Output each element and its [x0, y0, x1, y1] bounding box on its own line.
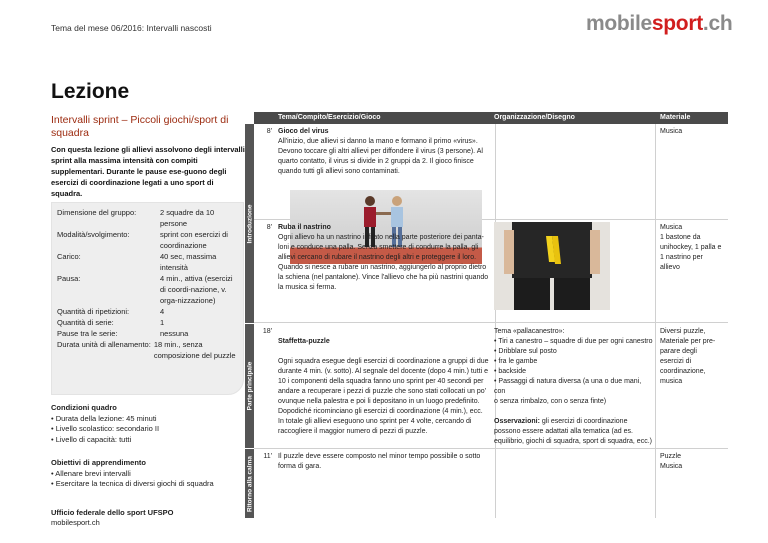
organization-text: Tema «pallacanestro»: • Tiri a canestro – squadre di due per ogni canestro • Dribblare sul posto • fra le gambe • backside • Passaggi di natura diversa (a una o due mani, con o senza rimbalzo, con o senza finte) [494, 328, 653, 405]
row-material: Puzzle Musica [660, 453, 683, 470]
param-value: 18 min., senza composizione del puzzle [153, 340, 236, 360]
observations [494, 417, 654, 447]
logo-main: mobile [586, 12, 652, 35]
task-text: Ogni allievo ha un nastrino infilato nella parte posteriore dei panta-loni e conduce una palla. Senza smettere di condurre la palla, gli allievi cercano di rubare il nastrino degli altri e proteggere il loro. Quando si nesce a rubare un nastrino, aggiungerlo al proprio dietro la schiena (nel pantalone). Vince l'allievo che ha più nastrini quando la musica si ferma. [278, 234, 489, 291]
param-label: Quantità di serie: [57, 318, 114, 327]
column-header-organization: Organizzazione/Disegno [494, 114, 575, 121]
lesson-title: Intervalli sprint – Piccoli giochi/sport di squadra [51, 114, 229, 139]
lesson-intro [51, 114, 245, 199]
column-header-task: Tema/Compito/Esercizio/Gioco [278, 114, 381, 121]
task-text: Ogni squadra esegue degli esercizi di coordinazione a gruppi di due durante 4 min. (v. sotto). Al segnale del docente (dopo 4 min.) tutti e 10 i componenti della squadra fanno uno sprint per 40 secondi per andare a recuperare i pezzi di puzzle che sono stati collocati un po' ovunque nella palestra e poi li depositano in un luogo predefinito. Dopodiché ricominciano gli esercizi di coordinazione (4 min.), ecc. In totale gli allievi eseguono uno sprint per 4 volte, cercando di raccogliere il maggior numero di pezzi di puzzle. [278, 358, 489, 435]
section-label-main-part: Parte principale [245, 324, 254, 448]
lesson-description: Con questa lezione gli allievi assolvono degli intervalli sprint alla massima intensità con compiti supplementari. Durante le pause ese-guono degli esercizi di coordinazione legati a uno sport di squadra. [51, 145, 245, 198]
logo-accent: sport [651, 12, 703, 35]
param-row [57, 339, 238, 361]
document-header-title: Tema del mese 06/2016: Intervalli nascosti [51, 23, 212, 33]
conditions-item: • Livello scolastico: secondario II [51, 424, 160, 433]
param-value: sprint con esercizi di coordinazione [160, 230, 228, 250]
param-value: nessuna [160, 329, 189, 338]
param-row [57, 317, 238, 328]
param-label: Modalità/svolgimento: [57, 230, 130, 239]
row-task [278, 223, 490, 293]
param-value: 2 squadre da 10 persone [160, 208, 215, 228]
section-label-cool-down: Ritorno alla calma [245, 449, 254, 518]
param-label: Pause tra le serie: [57, 329, 118, 338]
row-material: Musica 1 bastone da unihockey, 1 palla e 1 nastrino per allievo [660, 224, 722, 271]
footer-organization: Ufficio federale dello sport UFSPO [51, 508, 174, 517]
objectives-item: • Esercitare la tecnica di diversi giochi di squadra [51, 479, 214, 488]
row-organization [494, 327, 654, 447]
task-text: Il puzzle deve essere composto nel minor tempo possibile o sotto forma di gara. [278, 453, 481, 470]
param-value: 1 [160, 318, 165, 327]
conditions-item: • Durata della lezione: 45 minuti [51, 413, 157, 423]
observations-text: gli esercizi di coordinazione possono essere adattati alla tematica (ad es. equilibrio, giochi di squadra, sport di squadra, ecc.) [494, 418, 652, 445]
row-task [278, 327, 490, 447]
logo-tld: .ch [702, 12, 733, 35]
row-task [278, 127, 490, 177]
param-label: Dimensione del gruppo: [57, 208, 137, 217]
param-row [57, 229, 238, 251]
row-duration: 18' [262, 328, 272, 335]
conditions-section [51, 403, 245, 445]
table-row [254, 324, 728, 449]
table-row [254, 449, 728, 518]
row-duration: 8' [266, 224, 272, 231]
section-label-introduction: Introduzione [245, 124, 254, 323]
param-row [57, 273, 238, 306]
org-photo [494, 222, 654, 314]
task-title: Ruba il nastrino [278, 224, 331, 231]
observations-label: Osservazioni: [494, 418, 540, 425]
param-row [57, 207, 238, 229]
mobilesport-logo[interactable] [586, 12, 732, 36]
param-value: 40 sec, massima intensità [160, 252, 217, 272]
row-material: Musica [660, 128, 683, 135]
footer-website-link[interactable]: mobilesport.ch [51, 518, 100, 527]
table-row [254, 220, 728, 323]
conditions-title: Condizioni quadro [51, 403, 117, 412]
table-row [254, 124, 728, 220]
task-title: Staffetta-puzzle [278, 338, 330, 345]
objectives-section [51, 458, 245, 490]
param-label: Pausa: [57, 274, 81, 283]
param-label: Carico: [57, 252, 81, 261]
param-label: Quantità di ripetizioni: [57, 307, 130, 316]
task-title: Gioco del virus [278, 128, 329, 135]
objectives-item: • Allenare brevi intervalli [51, 468, 131, 478]
row-duration: 8' [266, 128, 272, 135]
param-row [57, 328, 238, 339]
ribbon-in-pants-photo [494, 222, 610, 310]
row-material: Diversi puzzle, Materiale per pre-parare degli esercizi di coordinazione, musica [660, 328, 716, 385]
page-title: Lezione [51, 80, 130, 103]
column-header-material: Materiale [660, 114, 691, 121]
conditions-item: • Livello di capacità: tutti [51, 434, 132, 444]
lesson-table [245, 112, 728, 518]
param-label: Durata unità di allenamento: [57, 340, 151, 349]
param-value: 4 [160, 307, 165, 316]
row-duration: 11' [263, 453, 272, 460]
parameters-box [51, 202, 244, 395]
param-row [57, 306, 238, 317]
table-header [254, 112, 728, 124]
param-row [57, 251, 238, 273]
objectives-title: Obiettivi di apprendimento [51, 458, 147, 467]
row-task [278, 452, 490, 472]
footer [51, 508, 174, 528]
task-text: All'inizio, due allievi si danno la mano e formano il primo «virus». Devono toccare gli altri allievi per diffondere il virus (3 persone). Al quarto contatto, il virus si divide in 2 gruppi da 2. Il gioco finisce quando tutti gli allievi sono contaminati. [278, 138, 483, 175]
param-value: 4 min., attiva (esercizi di coordi-nazione, v. orga-nizzazione) [160, 274, 233, 305]
